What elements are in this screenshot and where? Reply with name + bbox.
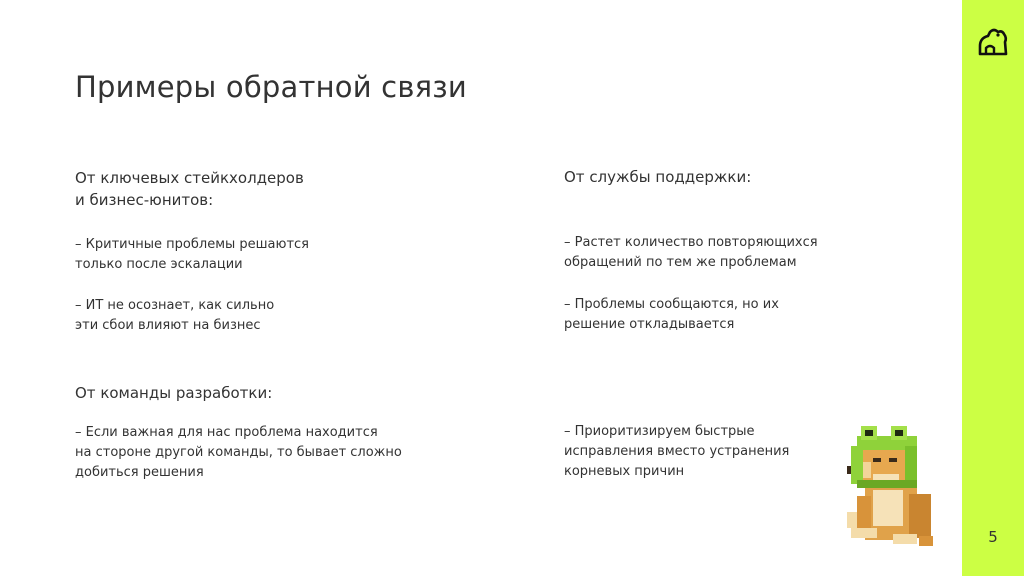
support-point-2: – Проблемы сообщаются, но их решение откладывается: [564, 297, 779, 332]
page-number: 5: [988, 528, 998, 546]
support-point-1: – Растет количество повторяющихся обращений по тем же проблемам: [564, 235, 818, 270]
frog-logo-icon: [976, 26, 1010, 60]
frog-hat-dog-mascot: [843, 418, 943, 552]
slide-title: Примеры обратной связи: [75, 70, 467, 104]
accent-sidebar: [962, 0, 1024, 576]
support-heading: От службы поддержки:: [564, 168, 752, 186]
stakeholders-point-1: – Критичные проблемы решаются только после эскалации: [75, 237, 309, 272]
dev-point-2: – Приоритизируем быстрые исправления вместо устранения корневых причин: [564, 424, 790, 479]
dev-point-1: – Если важная для нас проблема находится на стороне другой команды, то бывает сложно добиться решения: [75, 425, 402, 480]
dev-heading: От команды разработки:: [75, 384, 273, 402]
stakeholders-point-2: – ИТ не осознает, как сильно эти сбои влияют на бизнес: [75, 298, 275, 333]
stakeholders-heading: От ключевых стейкхолдеров и бизнес-юнитов:: [75, 169, 304, 209]
